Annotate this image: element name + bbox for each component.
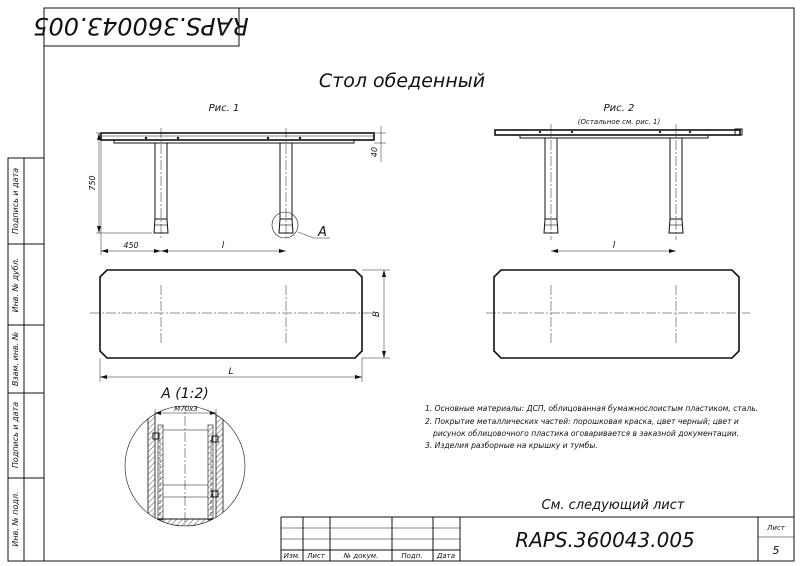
stamp-sign-date-1: Подпись и дата [11,401,20,469]
note-2-cont: рисунок облицовочного пластика оговаривается в заказной документации. [433,429,740,438]
dim-width-B: B [372,310,382,318]
stamp-inv-dubl: Инв. № дубл. [11,257,20,313]
dim-length-L: L [228,367,234,377]
dim-thickness-40: 40 [370,146,379,158]
stamp-sign-date-2: Подпись и дата [11,167,20,235]
fig2-top-view [486,270,750,358]
tb-col-sign: Подп. [401,552,423,560]
tb-col-date: Дата [436,552,456,560]
detail-dim-m70x3: M70x3 [174,405,198,413]
title-block [281,517,794,561]
fig2-note: (Остальное см. рис. 1) [577,118,661,126]
drawing-title: Стол обеденный [318,70,486,92]
next-sheet-label: См. следующий лист [541,498,685,513]
dim-length-l-fig1: l [221,241,225,251]
fig1-side-view [88,126,386,255]
fig1-label: Рис. 1 [208,103,240,114]
dim-length-l-fig2: l [612,241,616,251]
fig2-side-view [495,124,742,253]
tb-col-doc: № докум. [343,552,379,560]
technical-notes [425,404,758,450]
stamp-inv-podl: Инв. № подл. [11,491,20,547]
stamp-vzam-inv: Взам. инв. № [11,331,20,387]
note-1: 1. Основные материалы: ДСП, облицованная бумажнослоистым пластиком, сталь. [425,404,759,413]
tb-sheet-label: Лист [767,524,785,532]
detail-title: A (1:2) [161,386,209,402]
mirrored-doc-number: RAPS.360043.005 [33,12,249,40]
tb-col-list: Лист [307,552,325,560]
note-3: 3. Изделия разборные на крышку и тумбы. [425,441,598,450]
fig2-label: Рис. 2 [603,103,635,114]
tb-sheet-number: 5 [772,544,780,557]
detail-a-callout: A [318,225,327,240]
dim-height-750: 750 [88,175,97,191]
mirrored-doc-number-box [33,8,248,46]
tb-col-izm: Изм. [283,552,301,560]
dim-offset-450: 450 [123,241,139,250]
side-stamp [8,158,44,561]
doc-number: RAPS.360043.005 [515,528,695,552]
fig1-top-view [90,270,390,382]
detail-a-view [120,400,250,530]
note-2: 2. Покрытие металлических частей: порошковая краска, цвет черный; цвет и [425,417,739,426]
